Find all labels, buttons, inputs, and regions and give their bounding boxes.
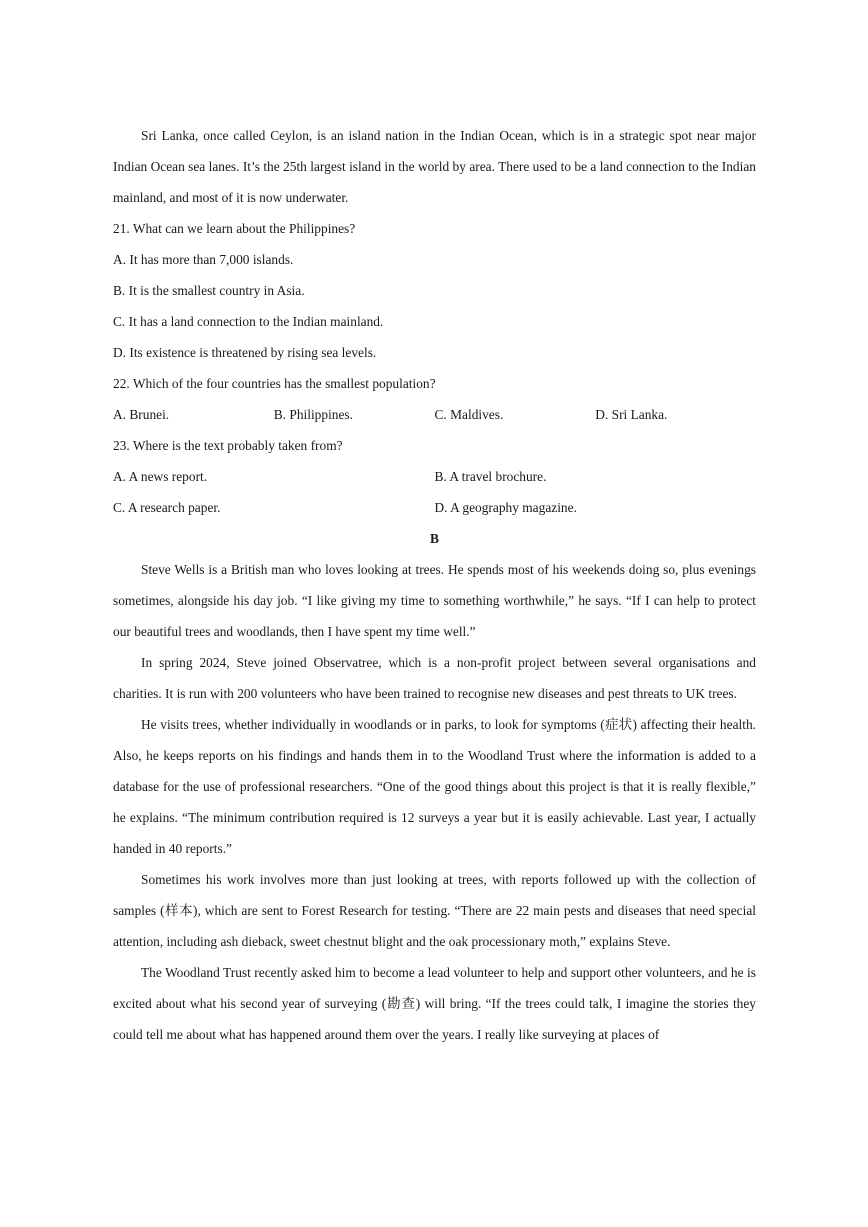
section-b-title: B: [430, 531, 439, 546]
question-23-stem: 23. Where is the text probably taken from?: [113, 438, 343, 453]
document-page: [113, 120, 756, 1050]
passage-b-paragraph-4: Sometimes his work involves more than just looking at trees, with reports followed up with the collection of samples (样本), which are sent to Forest Research for testing. “There are 22 main pests and diseases that need special attention, including ash dieback, sweet chestnut blight and the oak processionary moth,” explains Steve.: [113, 872, 756, 949]
question-21-option-a: A. It has more than 7,000 islands.: [113, 252, 294, 267]
question-21-option-d: D. Its existence is threatened by rising sea levels.: [113, 345, 377, 360]
passage-b-paragraph-3: He visits trees, whether individually in woodlands or in parks, to look for symptoms (症状) affecting their health. Also, he keeps reports on his findings and hands them in to the Woodland Trust where the information is added to a database for the use of professional researchers. “One of the good things about this project is that it is really flexible,” he explains. “The minimum contribution required is 12 surveys a year but it is easily achievable. Last year, I actually handed in 40 reports.”: [113, 717, 756, 856]
question-23-option-c: C. A research paper.: [113, 500, 221, 515]
question-21-option-b: B. It is the smallest country in Asia.: [113, 283, 305, 298]
passage-b-paragraph-5: The Woodland Trust recently asked him to become a lead volunteer to help and support other volunteers, and he is excited about what his second year of surveying (勘查) will bring. “If the trees could talk, I imagine the stories they could tell me about what has happened around them over the years. I really like surveying at places of: [113, 965, 756, 1042]
passage-b-paragraph-2: In spring 2024, Steve joined Observatree, which is a non-profit project between several organisations and charities. It is run with 200 volunteers who have been trained to recognise new diseases and pest threats to UK trees.: [113, 655, 756, 701]
question-22-option-c: C. Maldives.: [434, 407, 504, 422]
question-23-option-d: D. A geography magazine.: [434, 500, 577, 515]
question-22-options: [113, 399, 756, 430]
question-22-stem: 22. Which of the four countries has the smallest population?: [113, 376, 436, 391]
question-22-option-d: D. Sri Lanka.: [595, 407, 668, 422]
question-21-stem: 21. What can we learn about the Philippines?: [113, 221, 356, 236]
question-23-option-a: A. A news report.: [113, 469, 208, 484]
question-23-option-b: B. A travel brochure.: [434, 469, 547, 484]
question-23-options-row-2: [113, 492, 756, 523]
question-21-option-c: C. It has a land connection to the Indian mainland.: [113, 314, 384, 329]
question-22-option-a: A. Brunei.: [113, 407, 170, 422]
passage-b-paragraph-1: Steve Wells is a British man who loves looking at trees. He spends most of his weekends doing so, plus evenings sometimes, alongside his day job. “I like giving my time to something worthwhile,” he says. “If I can help to protect our beautiful trees and woodlands, then I have spent my time well.”: [113, 562, 756, 639]
sri-lanka-paragraph: Sri Lanka, once called Ceylon, is an island nation in the Indian Ocean, which is in a strategic spot near major Indian Ocean sea lanes. It’s the 25th largest island in the world by area. There used to be a land connection to the Indian mainland, and most of it is now underwater.: [113, 128, 756, 205]
question-22-option-b: B. Philippines.: [273, 407, 353, 422]
question-23-options-row-1: [113, 461, 756, 492]
